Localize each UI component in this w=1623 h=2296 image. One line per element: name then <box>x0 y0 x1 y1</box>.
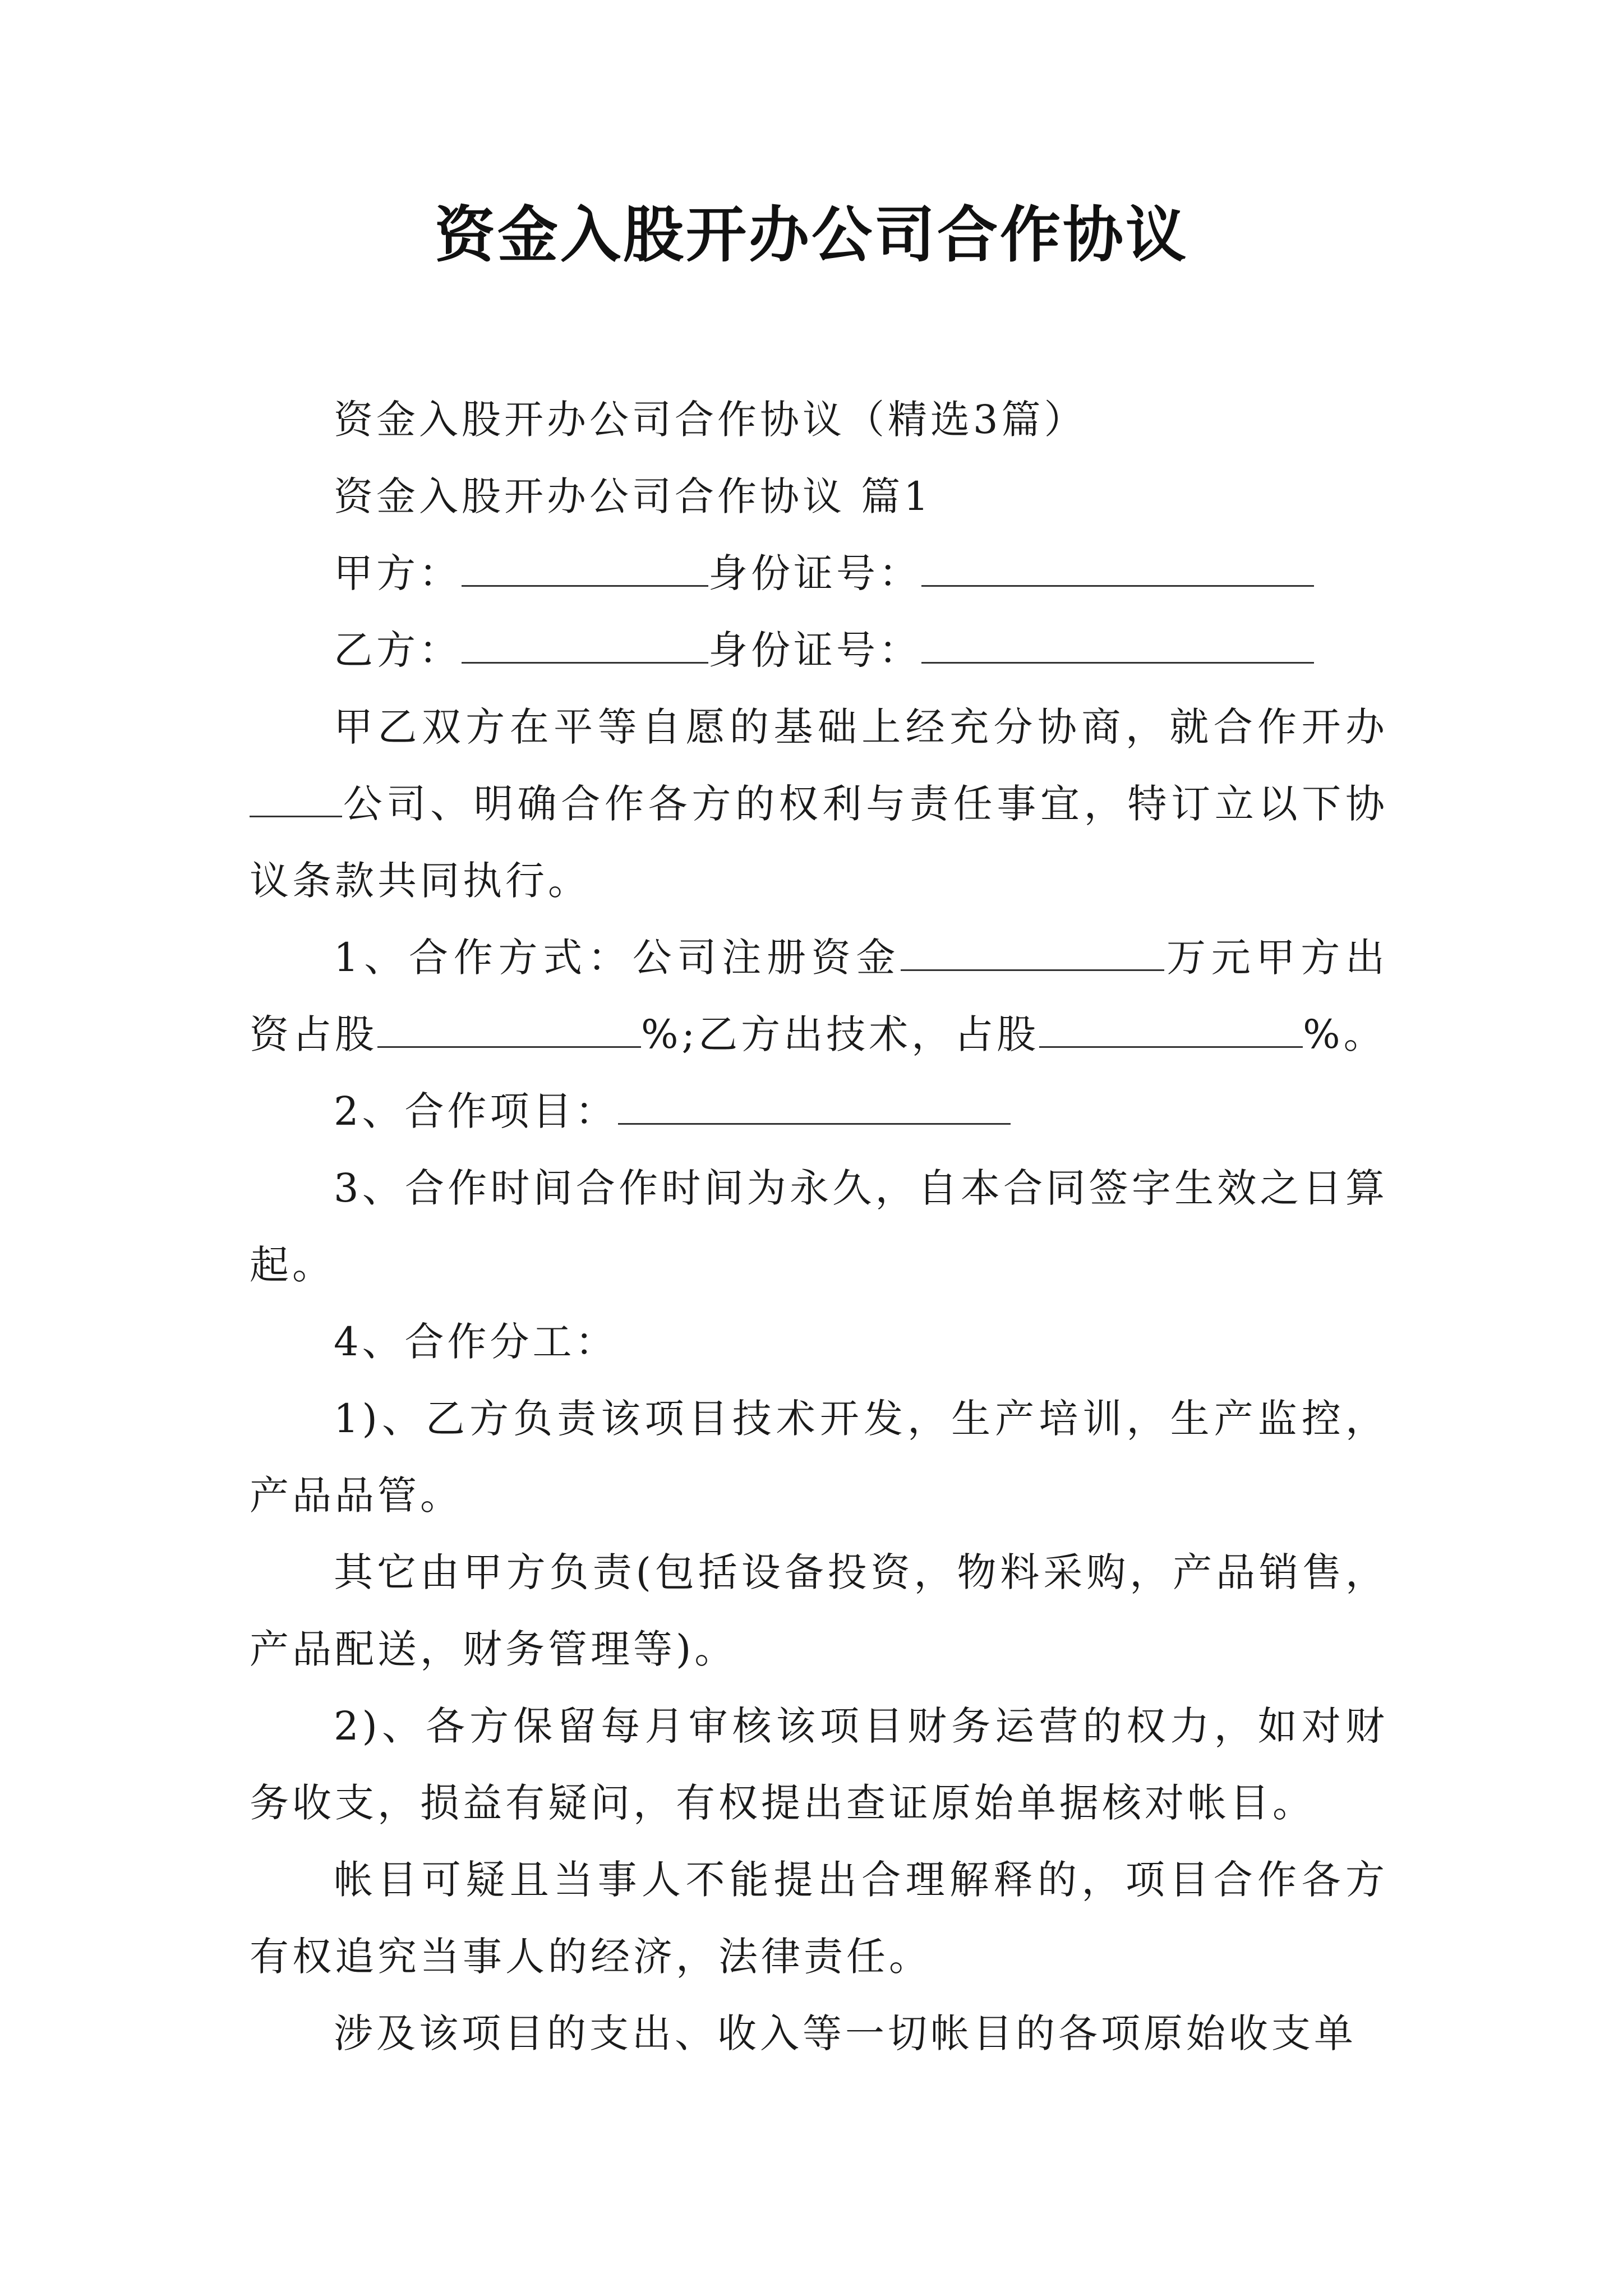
clause-4-2: 2)、各方保留每月审核该项目财务运营的权力，如对财务收支，损益有疑问，有权提出查证原始单据核对帐目。 <box>250 1703 1388 1826</box>
document-body <box>250 381 1388 2072</box>
capital-blank <box>901 932 1164 972</box>
party-b-name-blank <box>462 625 708 664</box>
company-name-blank <box>250 779 342 818</box>
document-title: 资金入股开办公司合作协议 <box>434 200 1188 270</box>
intro-after: 公司、明确合作各方的权利与责任事宜，特订立以下协议条款共同执行。 <box>250 781 1388 904</box>
clause-2-label: 2、合作项目： <box>334 1088 618 1134</box>
clause-1-b: 万元甲方出资占股 <box>250 935 1389 1057</box>
party-b-share-blank <box>1039 1009 1303 1048</box>
clause-4-1: 1)、乙方负责该项目技术开发，生产培训，生产监控，产品品管。 <box>250 1396 1388 1519</box>
clause-1-d: %。 <box>1303 1011 1386 1057</box>
party-b-line <box>250 612 1388 689</box>
clause-4-records: 涉及该项目的支出、收入等一切帐目的各项原始收支单 <box>334 2010 1357 2056</box>
clause-4: 4、合作分工： <box>334 1319 618 1365</box>
party-b-id-blank <box>921 625 1314 664</box>
clause-4-other: 其它由甲方负责(包括设备投资，物料采购，产品销售，产品配送，财务管理等)。 <box>250 1549 1388 1672</box>
clause-3: 3、合作时间合作时间为永久，自本合同签字生效之日算起。 <box>250 1165 1388 1288</box>
party-a-share-blank <box>377 1009 641 1048</box>
clause-1 <box>250 919 1388 1073</box>
clause-1-a: 1、合作方式：公司注册资金 <box>334 935 901 981</box>
clause-4-doubt: 帐目可疑且当事人不能提出合理解释的，项目合作各方有权追究当事人的经济，法律责任。 <box>250 1857 1388 1980</box>
party-a-name-blank <box>462 548 708 587</box>
party-b-label: 乙方： <box>334 627 462 673</box>
intro-paragraph <box>250 689 1388 919</box>
intro-before: 甲乙双方在平等自愿的基础上经充分协商，就合作开办 <box>334 704 1388 750</box>
clause-1-c: %;乙方出技术，占股 <box>641 1011 1040 1057</box>
party-b-id-label: 身份证号： <box>708 627 921 673</box>
party-a-line <box>250 535 1388 612</box>
party-a-label: 甲方： <box>334 550 462 596</box>
document-subtitle: 资金入股开办公司合作协议（精选3篇） <box>334 397 1087 443</box>
party-a-id-label: 身份证号： <box>708 550 921 596</box>
party-a-id-blank <box>921 548 1314 587</box>
section-heading: 资金入股开办公司合作协议 篇1 <box>334 473 932 519</box>
clause-2 <box>250 1073 1388 1150</box>
project-blank <box>618 1086 1011 1125</box>
